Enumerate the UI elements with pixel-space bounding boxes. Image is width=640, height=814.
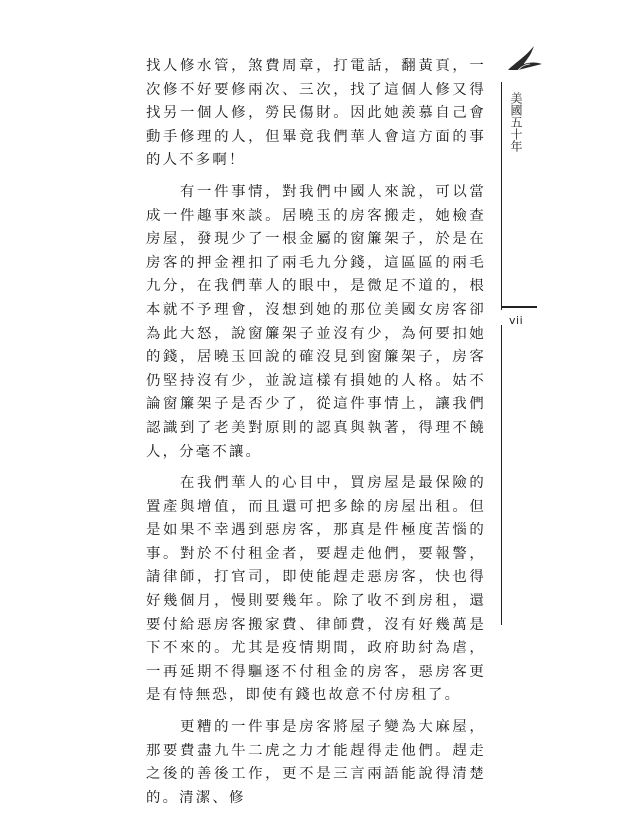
margin-bar [501,306,537,308]
paragraph: 在我們華人的心目中，買房屋是最保險的置產與增值，而且還可把多餘的房屋出租。但是如果不幸遇到惡房客，那真是件極度苦惱的事。對於不付租金者，要趕走他們，要報警，請律師，打官司，即使能趕走惡房客，快也得好幾個月，慢則要幾年。除了收不到房租，還要付給惡房客搬家費、律師費，沒有好幾萬是下不來的。尤其是疫情期間，政府助紂為虐，一再延期不得驅逐不付租金的房客，惡房客更是有恃無恐，即使有錢也故意不付房租了。 [146,475,486,704]
bird-icon [504,40,546,80]
margin-rule [501,82,502,310]
running-head: 美國五十年 [509,92,523,152]
body-text [146,55,486,814]
page-number: vii [509,314,524,327]
paragraph: 有一件事情，對我們中國人來說，可以當成一件趣事來談。居曉玉的房客搬走，她檢查房屋，發現少了一根金屬的窗簾架子，於是在房客的押金裡扣了兩毛九分錢，這區區的兩毛九分，在我們華人的眼中，是微足不道的，根本就不予理會，沒想到她的那位美國女房客卻為此大怒，說窗簾架子並沒有少，為何要扣她的錢，居曉玉回說的確沒見到窗簾架子，房客仍堅持沒有少，並說這樣有損她的人格。姑不論窗簾架子是否少了，從這件事情上，讓我們認識到了老美對原則的認真與執著，得理不饒人，分毫不讓。 [146,183,486,460]
paragraph: 更糟的一件事是房客將屋子變為大麻屋，那要費盡九牛二虎之力才能趕得走他們。趕走之後的善後工作，更不是三言兩語能說得清楚的。清潔、修 [146,719,486,806]
paragraph: 找人修水管，煞費周章，打電話，翻黃頁，一次修不好要修兩次、三次，找了這個人修又得找另一個人修，勞民傷財。因此她羨慕自己會動手修理的人，但畢竟我們華人會這方面的事的人不多啊！ [146,58,486,169]
margin-rule [501,325,502,625]
